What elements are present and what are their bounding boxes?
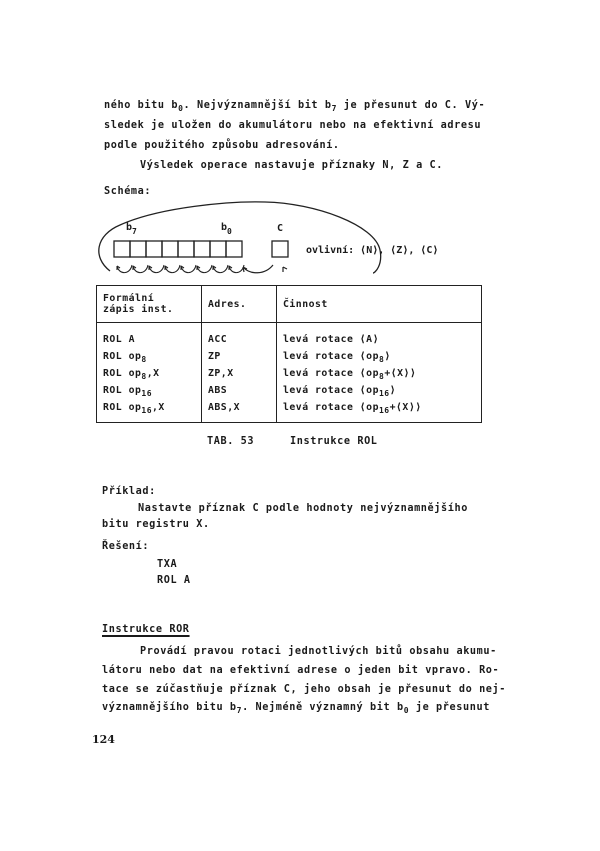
cell-action: levá rotace $⟨op_8⟩$ [277,348,482,365]
cell-instruction: ROL $op_{16}$ [97,382,202,399]
register-bit-box [146,241,162,257]
shift-arrow [117,265,132,273]
paragraph-line: Provádí pravou rotaci jednotlivých bitů obsahu akumu- [140,646,497,657]
rotation-diagram [90,195,500,280]
cell-addressing: ABS [202,382,277,399]
header-adres: Adres. [202,286,277,323]
table-row [97,323,482,349]
carry-bit-box [272,241,288,257]
text: . Nejvýznamnější bit b [183,100,332,111]
b7-label: $b_7$ [126,222,137,236]
outer-loop-arc [99,202,381,273]
shift-arrow [229,265,244,273]
shift-arrow [213,265,228,273]
affects-flags: ovlivní: ⟨N⟩, ⟨Z⟩, ⟨C⟩ [306,245,439,256]
shift-arrow [133,265,148,273]
shift-arrows [117,265,244,273]
subscript: 0 [178,104,184,113]
subscript: 7 [331,104,338,113]
carry-label: C [277,223,284,234]
cell-action: levá rotace ⟨A⟩ [277,323,482,349]
register-bit-box [130,241,146,257]
register-bit-box [162,241,178,257]
table-row [97,348,482,365]
cell-action: levá rotace $⟨op_{16}⟩$ [277,382,482,399]
table-row [97,399,482,423]
register-bit-box [178,241,194,257]
text: . Nejméně významný bit b [242,702,404,713]
section-heading-ror: Instrukce ROR [102,624,190,635]
cell-addressing: ABS,X [202,399,277,423]
paragraph-line: látoru nebo dat na efektivní adrese o jeden bit vpravo. Ro- [102,665,500,676]
paragraph-line [104,100,485,112]
register-bit-box [226,241,242,257]
table-row [97,382,482,399]
cell-action: levá rotace $⟨op_8+⟨X⟩⟩$ [277,365,482,382]
text: ného bitu b [104,100,179,111]
instruction-table [96,285,482,423]
cell-addressing: ZP,X [202,365,277,382]
paragraph-line [102,702,490,714]
shift-arrow [165,265,180,273]
example-label: Příklad: [102,486,156,497]
table-row [97,365,482,382]
cell-action: levá rotace $⟨op_{16}+⟨X⟩⟩$ [277,399,482,423]
header-text: Formální [103,293,155,304]
header-text: zápis inst. [103,304,174,315]
table-body [97,323,482,423]
header-cinnost: Činnost [277,286,482,323]
header-formal [97,286,202,323]
cell-instruction: ROL $op_8$ [97,348,202,365]
cell-addressing: ZP [202,348,277,365]
shift-arrow [197,265,212,273]
register-bit-box [114,241,130,257]
register-bit-box [194,241,210,257]
carry-to-b0-arrow [243,265,273,273]
code-line: TXA [157,559,178,570]
page-number: 124 [92,733,115,746]
arrowhead [283,267,287,272]
paragraph-line: Výsledek operace nastavuje příznaky N, Z a C. [140,160,444,171]
example-line: bitu registru X. [102,519,210,530]
solution-label: Řešení: [102,541,150,552]
table-header-row [97,286,482,323]
paragraph-line: podle použitého způsobu adresování. [104,140,340,151]
subscript: 7 [236,706,243,715]
paragraph-line: tace se zúčastňuje příznak C, jeho obsah je přesunut do nej- [102,684,507,695]
cell-instruction: ROL $op_{16},X$ [97,399,202,423]
example-line: Nastavte příznak C podle hodnoty nejvýznamnějšího [138,503,468,514]
subscript: 0 [403,706,410,715]
cell-instruction: ROL A [97,323,202,349]
text: je přesunut do C. Vý- [337,100,486,111]
shift-arrow [149,265,164,273]
paragraph-line: sledek je uložen do akumulátoru nebo na efektivní adresu [104,120,482,131]
cell-instruction: ROL $op_8,X$ [97,365,202,382]
text: významnějšího bitu b [102,702,237,713]
register-bit-box [210,241,226,257]
register-bits [114,241,242,257]
text: je přesunut [409,702,490,713]
schema-label: Schéma: [104,186,152,197]
table-caption-title: Instrukce ROL [290,436,378,447]
table-caption-number: TAB. 53 [207,436,255,447]
shift-arrow [181,265,196,273]
b0-label: $b_0$ [221,222,232,236]
code-line: ROL A [157,575,191,586]
cell-addressing: ACC [202,323,277,349]
